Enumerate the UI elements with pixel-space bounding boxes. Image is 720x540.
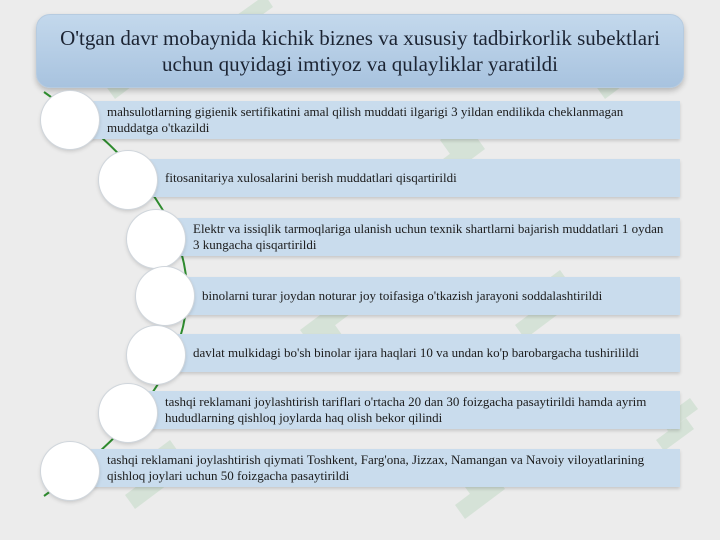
bullet-circle — [136, 267, 194, 325]
bullet-circle — [99, 151, 157, 209]
item-text: tashqi reklamani joylashtirish tariflari o'rtacha 20 dan 30 foizgacha pasaytirildi hamda ayrim hududlarning qishloq joylarda haq olish bekor qilindi — [165, 394, 647, 425]
diagram-title: O'tgan davr mobaynida kichik biznes va xususiy tadbirkorlik subektlari uchun quyidagi imtiyoz va qulayliklar yaratildi — [60, 26, 660, 76]
bullet-circle — [127, 326, 185, 384]
item-bar — [165, 277, 680, 315]
item-text: tashqi reklamani joylashtirish qiymati Toshkent, Farg'ona, Jizzax, Namangan va Navoiy viloyatlarining qishloq joylari uchun 50 foizgacha pasaytirildi — [107, 452, 645, 483]
bullet-circle — [99, 384, 157, 442]
item-bar — [156, 218, 680, 256]
item-text: mahsulotlarning gigienik sertifikatini amal qilish muddati ilgarigi 3 yildan endilikda cheklanmagan muddatga o'tkazildi — [107, 104, 624, 135]
bullet-circle — [41, 91, 99, 149]
item-text: davlat mulkidagi bo'sh binolar ijara haqlari 10 va undan ko'p barobargacha tushirilildi — [193, 345, 639, 360]
item-bar — [156, 334, 680, 372]
item-text: Elektr va issiqlik tarmoqlariga ulanish uchun texnik shartlarni bajarish muddatlari 1 oydan 3 kungacha qisqartirildi — [193, 221, 664, 252]
bullet-circle — [127, 210, 185, 268]
bullet-circle — [41, 442, 99, 500]
item-bar — [128, 391, 680, 429]
item-text: fitosanitariya xulosalarini berish muddatlari qisqartirildi — [165, 170, 457, 185]
item-bar — [70, 449, 680, 487]
item-text: binolarni turar joydan noturar joy toifasiga o'tkazish jarayoni soddalashtirildi — [202, 288, 603, 303]
item-bar — [70, 101, 680, 139]
item-bar — [128, 159, 680, 197]
